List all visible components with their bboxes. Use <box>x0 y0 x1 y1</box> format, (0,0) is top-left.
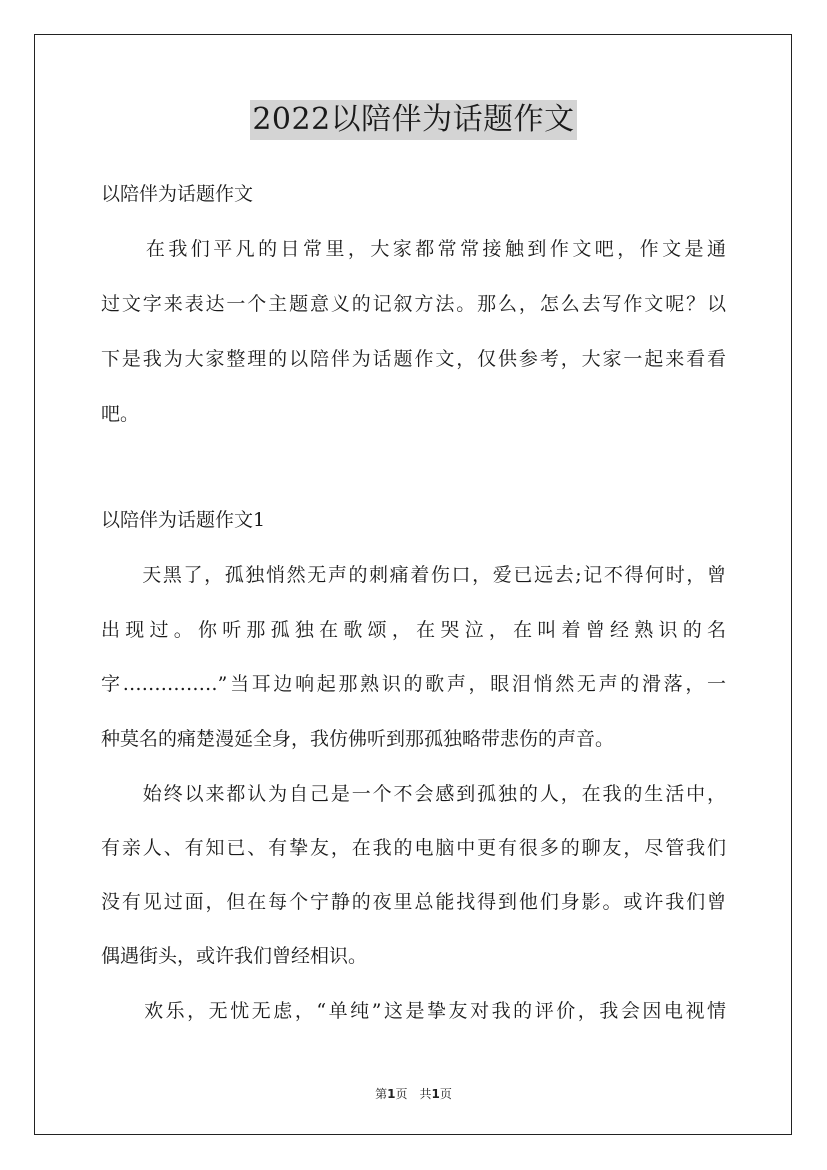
paragraph2-line-2: 有亲人、有知已、有挚友，在我的电脑中更有很多的聊友，尽管我们 <box>101 837 726 859</box>
paragraph2-line-3: 没有见过面，但在每个宁静的夜里总能找得到他们身影。或许我们曾 <box>101 891 726 913</box>
document-title: 2022以陪伴为话题作文 <box>250 100 576 140</box>
intro-line-4: 吧。 <box>101 403 140 425</box>
page-footer <box>0 1085 827 1102</box>
section-heading: 以陪伴为话题作文1 <box>101 509 266 531</box>
footer-page-suffix: 页 <box>439 1087 452 1101</box>
paragraph3-line-1: 欢乐，无忧无虑，“单纯”这是挚友对我的评价，我会因电视情 <box>101 1000 726 1022</box>
intro-line-3: 下是我为大家整理的以陪伴为话题作文，仅供参考，大家一起来看看 <box>101 348 726 370</box>
subtitle: 以陪伴为话题作文 <box>101 183 254 205</box>
footer-page-mid: 页 共 <box>395 1087 432 1101</box>
paragraph1-line-1: 天黑了，孤独悄然无声的刺痛着伤口，爱已远去;记不得何时，曾 <box>101 564 726 586</box>
title-container <box>0 100 827 140</box>
paragraph1-line-3: 字……………”当耳边响起那熟识的歌声，眼泪悄然无声的滑落，一 <box>101 673 726 695</box>
paragraph2-line-4: 偶遇街头，或许我们曾经相识。 <box>101 945 368 967</box>
paragraph2-line-1: 始终以来都认为自己是一个不会感到孤独的人，在我的生活中， <box>101 783 726 805</box>
footer-page-total: 1 <box>431 1087 440 1101</box>
paragraph1-line-4: 种莫名的痛楚漫延全身，我仿佛听到那孤独略带悲伤的声音。 <box>101 728 615 750</box>
paragraph1-line-2: 出现过。你听那孤独在歌颂，在哭泣，在叫着曾经熟识的名 <box>101 619 726 641</box>
footer-page-number: 1 <box>387 1087 396 1101</box>
intro-line-1: 在我们平凡的日常里，大家都常常接触到作文吧，作文是通 <box>101 238 726 260</box>
footer-page-prefix: 第 <box>375 1087 388 1101</box>
intro-line-2: 过文字来表达一个主题意义的记叙方法。那么，怎么去写作文呢？以 <box>101 293 726 315</box>
